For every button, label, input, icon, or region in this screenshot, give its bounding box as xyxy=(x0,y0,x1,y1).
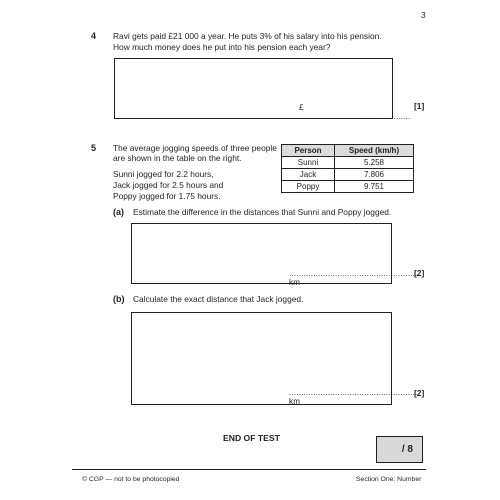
table-cell-person: Poppy xyxy=(282,181,335,193)
question-5-intro-line2: are shown in the table on the right. xyxy=(113,153,242,163)
part-a-label: (a) xyxy=(113,207,124,217)
question-4-number: 4 xyxy=(91,31,97,41)
part-b-text: Calculate the exact distance that Jack jogged. xyxy=(133,294,304,304)
table-cell-speed: 5.258 xyxy=(335,157,414,169)
footer-divider xyxy=(72,469,426,470)
question-4-answer-line: £ .............................................. xyxy=(299,103,411,121)
question-5-intro-line1: The average jogging speeds of three people xyxy=(113,143,277,153)
table-row xyxy=(282,157,414,169)
question-5-jog-poppy: Poppy jogged for 1.75 hours. xyxy=(113,191,221,201)
part-a-answer-box[interactable] xyxy=(131,223,418,287)
question-4-marks: [1] xyxy=(414,101,425,111)
question-4-line1: Ravi gets paid £21 000 a year. He puts 3% of his salary into his pension. xyxy=(113,31,382,41)
table-row xyxy=(282,169,414,181)
speed-table xyxy=(281,144,414,193)
end-of-test: END OF TEST xyxy=(223,433,280,443)
total-score-label: / 8 xyxy=(401,444,413,455)
part-b-label: (b) xyxy=(113,294,125,304)
part-a-marks: [2] xyxy=(414,268,425,278)
speed-table-header-person: Person xyxy=(282,145,335,157)
question-5-number: 5 xyxy=(91,143,97,153)
table-cell-speed: 9.751 xyxy=(335,181,414,193)
question-4-line2: How much money does he put into his pension each year? xyxy=(113,42,331,52)
question-5-jog-sunni: Sunni jogged for 2.2 hours, xyxy=(113,169,214,179)
part-b-answer-box[interactable] xyxy=(131,312,418,406)
part-b-marks: [2] xyxy=(414,388,425,398)
part-a-answer-line: ..................................................... km xyxy=(289,269,418,287)
footer-copyright: © CGP — not to be photocopied xyxy=(82,476,180,483)
total-score-box xyxy=(376,436,423,463)
footer-section: Section One: Number xyxy=(356,476,422,483)
question-5-jog-jack: Jack jogged for 2.5 hours and xyxy=(113,180,224,190)
table-cell-person: Sunni xyxy=(282,157,335,169)
part-a-text: Estimate the difference in the distances that Sunni and Poppy jogged. xyxy=(133,207,392,217)
part-b-answer-line: ..................................................... km xyxy=(289,388,418,406)
table-cell-speed: 7.806 xyxy=(335,169,414,181)
table-cell-person: Jack xyxy=(282,169,335,181)
speed-table-header-row xyxy=(282,145,414,157)
page-number: 3 xyxy=(421,10,426,20)
table-row xyxy=(282,181,414,193)
speed-table-header-speed: Speed (km/h) xyxy=(335,145,414,157)
question-4-answer-box[interactable] xyxy=(114,58,411,121)
